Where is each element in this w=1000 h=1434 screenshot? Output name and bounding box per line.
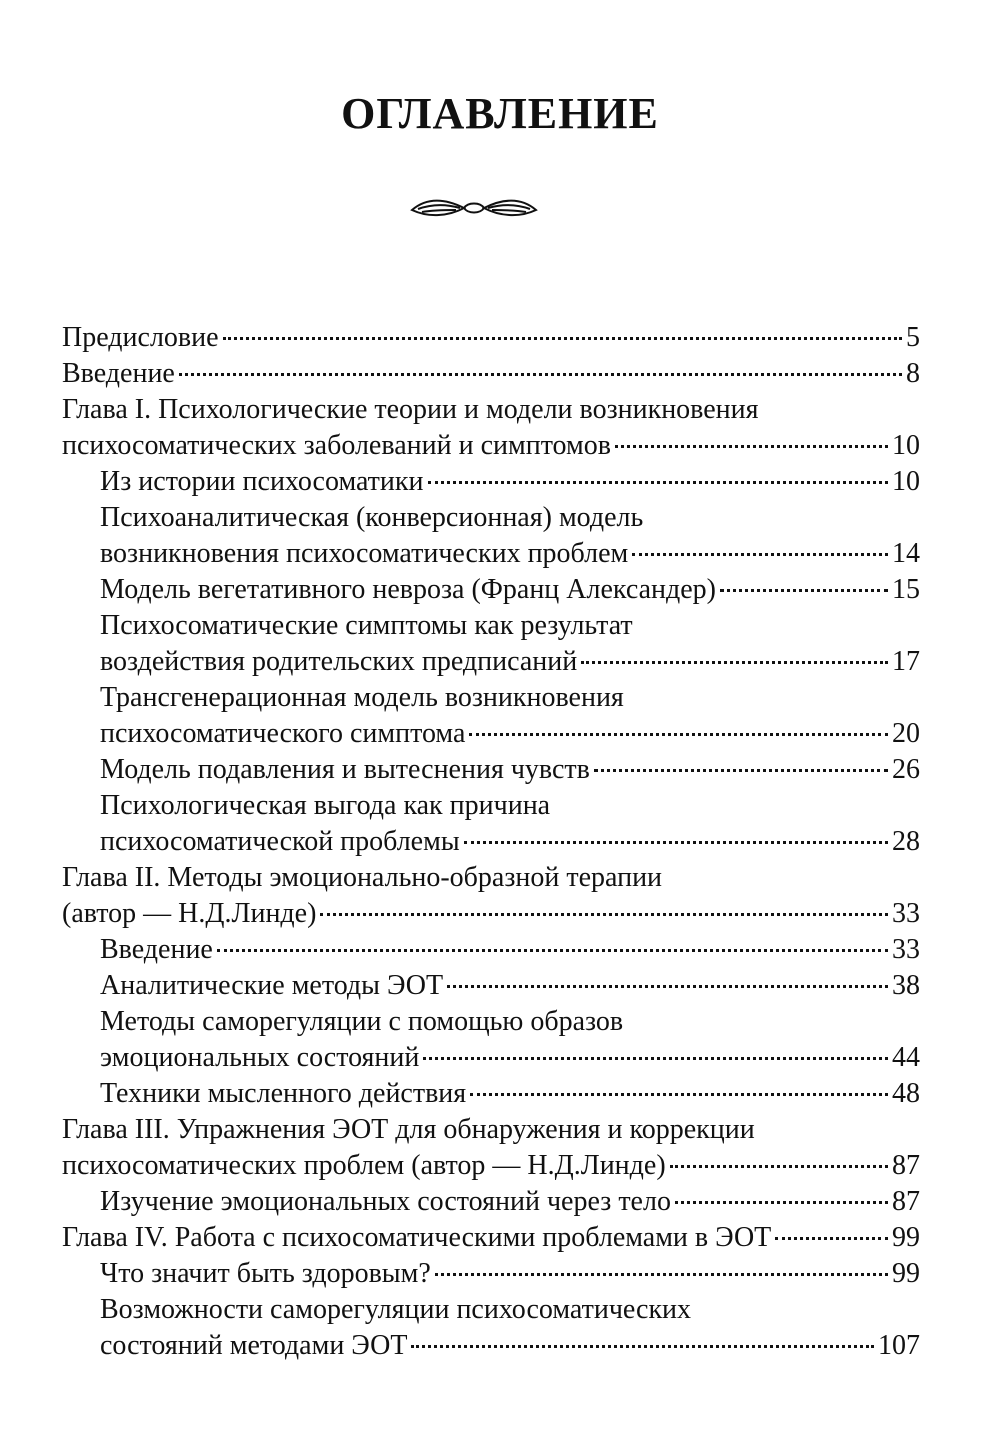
- dot-leader: [320, 913, 888, 916]
- dot-leader: [411, 1345, 874, 1348]
- toc-page-number: 26: [892, 754, 920, 785]
- dot-leader: [223, 337, 902, 340]
- toc-entry-row: [62, 356, 920, 392]
- toc-entry: [62, 572, 920, 608]
- toc-entry-title-line: возникновения психосоматических проблем: [100, 538, 629, 569]
- toc-entry-row: [100, 1328, 920, 1364]
- dot-leader: [720, 589, 888, 592]
- toc-page-number: 20: [892, 718, 920, 749]
- toc-entry-row: [100, 536, 920, 572]
- toc-entry-title-line: Глава II. Методы эмоционально-образной терапии: [62, 862, 663, 893]
- toc-page-number: 33: [892, 934, 920, 965]
- toc-entry-row: [100, 644, 920, 680]
- toc-entry-row: [100, 752, 920, 788]
- dot-leader: [670, 1165, 888, 1168]
- dot-leader: [470, 1093, 888, 1096]
- dot-leader: [428, 481, 889, 484]
- toc-entry: [62, 1292, 920, 1364]
- toc-entry-title-line: Из истории психосоматики: [100, 466, 424, 497]
- toc-entry-title-line: воздействия родительских предписаний: [100, 646, 578, 677]
- toc-entry-row: [100, 824, 920, 860]
- toc-entry: [62, 356, 920, 392]
- toc-entry-title-line: Глава III. Упражнения ЭОТ для обнаружения и коррекции: [62, 1114, 755, 1145]
- toc-entry-row: [100, 968, 920, 1004]
- toc-entry-title-line: Изучение эмоциональных состояний через тело: [100, 1186, 671, 1217]
- toc-entry-title-line: Введение: [62, 358, 175, 389]
- toc-entry-title-line: Психоаналитическая (конверсионная) модель: [100, 502, 644, 533]
- toc-entry-row: [100, 932, 920, 968]
- toc-entry: [62, 752, 920, 788]
- toc-entry: [62, 392, 920, 464]
- dot-leader: [675, 1201, 888, 1204]
- toc-entry: [62, 1076, 920, 1112]
- toc-page-number: 14: [892, 538, 920, 569]
- toc-page-number: 17: [892, 646, 920, 677]
- toc-entry-title-line: состояний методами ЭОТ: [100, 1330, 408, 1361]
- toc-entry-title-line: психосоматических заболеваний и симптомов: [62, 430, 611, 461]
- toc-entry-title-line: психосоматических проблем (автор — Н.Д.Линде): [62, 1150, 666, 1181]
- toc-entry: [62, 320, 920, 356]
- toc-entry: [62, 464, 920, 500]
- toc-entry: [62, 680, 920, 752]
- toc-entry-title-line: Глава I. Психологические теории и модели возникновения: [62, 394, 759, 425]
- dot-leader: [447, 985, 888, 988]
- floral-divider-icon: [404, 188, 544, 228]
- toc-entry-row: [62, 1148, 920, 1184]
- toc-page-number: 10: [892, 430, 920, 461]
- toc-entry-title-line: Глава IV. Работа с психосоматическими проблемами в ЭОТ: [62, 1222, 772, 1253]
- toc-entry: [62, 1220, 920, 1256]
- toc-page-number: 10: [892, 466, 920, 497]
- toc-entry-row: [100, 1076, 920, 1112]
- toc-entry-row: [100, 716, 920, 752]
- table-of-contents: [62, 320, 920, 1364]
- toc-entry-title-line: Аналитические методы ЭОТ: [100, 970, 444, 1001]
- toc-entry-title-line: Модель подавления и вытеснения чувств: [100, 754, 590, 785]
- toc-page-number: 48: [892, 1078, 920, 1109]
- dot-leader: [464, 841, 888, 844]
- toc-entry-title-line: Введение: [100, 934, 213, 965]
- toc-entry-title-line: Психосоматические симптомы как результат: [100, 610, 633, 641]
- toc-entry-row: [100, 1256, 920, 1292]
- dot-leader: [775, 1237, 888, 1240]
- dot-leader: [632, 553, 888, 556]
- toc-entry: [62, 968, 920, 1004]
- toc-entry: [62, 608, 920, 680]
- toc-entry-title-line: Модель вегетативного невроза (Франц Александер): [100, 574, 716, 605]
- dot-leader: [435, 1273, 888, 1276]
- toc-entry-row: [62, 896, 920, 932]
- toc-entry-title-line: Психологическая выгода как причина: [100, 790, 551, 821]
- toc-entry: [62, 1184, 920, 1220]
- page-title: ОГЛАВЛЕНИЕ: [341, 89, 659, 138]
- toc-entry: [62, 1112, 920, 1184]
- toc-entry-row: [62, 320, 920, 356]
- toc-entry-title-line: Методы саморегуляции с помощью образов: [100, 1006, 624, 1037]
- toc-page-number: 44: [892, 1042, 920, 1073]
- toc-page-number: 87: [892, 1186, 920, 1217]
- toc-entry-row: [100, 464, 920, 500]
- toc-page-number: 15: [892, 574, 920, 605]
- toc-entry-title-line: Техники мысленного действия: [100, 1078, 467, 1109]
- dot-leader: [581, 661, 888, 664]
- toc-entry-title-line: Возможности саморегуляции психосоматических: [100, 1294, 692, 1325]
- toc-page-number: 99: [892, 1222, 920, 1253]
- toc-entry-title-line: эмоциональных состояний: [100, 1042, 420, 1073]
- toc-page-number: 87: [892, 1150, 920, 1181]
- toc-page-number: 5: [906, 322, 920, 353]
- toc-page-number: 38: [892, 970, 920, 1001]
- toc-entry-title-line: Предисловие: [62, 322, 219, 353]
- toc-entry-row: [100, 572, 920, 608]
- dot-leader: [615, 445, 888, 448]
- toc-entry: [62, 1004, 920, 1076]
- toc-entry-row: [100, 1184, 920, 1220]
- toc-entry-title-line: психосоматической проблемы: [100, 826, 460, 857]
- toc-entry-title-line: Трансгенерационная модель возникновения: [100, 682, 624, 713]
- toc-entry: [62, 932, 920, 968]
- toc-page-number: 99: [892, 1258, 920, 1289]
- toc-entry: [62, 500, 920, 572]
- dot-leader: [179, 373, 902, 376]
- toc-page-number: 107: [878, 1330, 920, 1361]
- toc-page-number: 33: [892, 898, 920, 929]
- toc-entry-row: [100, 1040, 920, 1076]
- dot-leader: [217, 949, 888, 952]
- toc-entry: [62, 860, 920, 932]
- toc-entry-row: [62, 428, 920, 464]
- dot-leader: [469, 733, 888, 736]
- toc-entry-title-line: психосоматического симптома: [100, 718, 466, 749]
- toc-entry-row: [62, 1220, 920, 1256]
- dot-leader: [423, 1057, 888, 1060]
- toc-entry: [62, 788, 920, 860]
- toc-page-number: 28: [892, 826, 920, 857]
- toc-entry: [62, 1256, 920, 1292]
- toc-entry-title-line: Что значит быть здоровым?: [100, 1258, 431, 1289]
- toc-entry-title-line: (автор — Н.Д.Линде): [62, 898, 317, 929]
- dot-leader: [594, 769, 888, 772]
- toc-page-number: 8: [906, 358, 920, 389]
